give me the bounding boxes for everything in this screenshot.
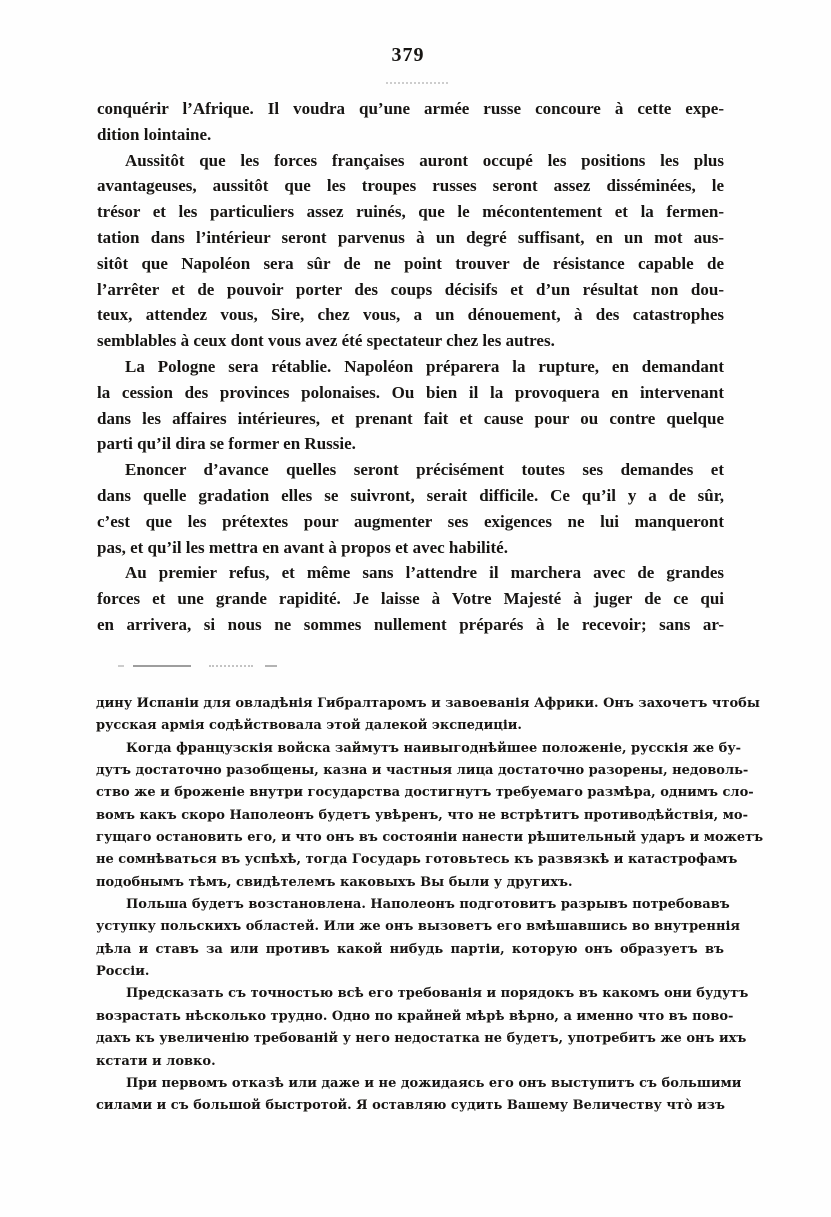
text-line: parti qu’il dira se former en Russie. [97,434,356,454]
text-line: дѣла и ставъ за или противъ какой нибудь партіи, которую онъ образуетъ въ [96,941,724,957]
text-line: tation dans l’intérieur seront parvenus à un degré suffisant, en un mot aus- [97,227,724,247]
text-line: dans quelle gradation elles se suivront, serait difficile. Ce qu’il y a de sûr, [97,485,724,505]
text-line: русская армія содѣйствовала этой далекой экспедиціи. [96,718,522,734]
text-line: teux, attendez vous, Sire, chez vous, a un dénouement, à des catastrophes [97,305,724,325]
text-line: conquérir l’Afrique. Il voudra qu’une armée russe concoure à cette expe- [97,99,724,118]
text-line: ство же и броженіе внутри государства достигнутъ требуемаго размѣра, однимъ сло- [96,785,754,801]
text-line: не сомнѣваться въ успѣхѣ, тогда Государь готовьтесь къ развязкѣ и катастрофамъ [96,852,738,868]
text-line: c’est que les prétextes pour augmenter ses exigences ne lui manqueront [97,511,724,531]
text-line: Au premier refus, et même sans l’attendre il marchera avec de grandes [125,563,724,583]
text-line: дутъ достаточно разобщены, казна и частныя лица достаточно разорены, недоволь- [96,763,749,779]
text-line: кстати и ловко. [96,1053,216,1069]
text-line: en arrivera, si nous ne sommes nullement préparés à le recevoir; sans ar- [97,614,724,634]
text-line: forces et une grande rapidité. Je laisse à Votre Majesté à juger de ce qui [97,589,724,609]
text-line: возрастать нѣсколько трудно. Одно по крайней мѣрѣ вѣрно, а именно что въ пово- [96,1008,734,1024]
page-number: 379 [391,44,425,66]
text-line: силами и съ большой быстротой. Я оставляю судить Вашему Величеству что̀ изъ [96,1098,726,1114]
text-line: trésor et les particuliers assez ruinés, que le mécontentement et la fermen- [97,202,724,222]
text-line: подобнымъ тѣмъ, свидѣтелемъ каковыхъ Вы были у другихъ. [96,874,573,890]
text-line: Предсказать съ точностью всѣ его требованія и порядокъ въ какомъ они будутъ [126,986,749,1002]
text-line: При первомъ отказѣ или даже и не дожидаясь его онъ выступитъ съ большими [126,1075,742,1091]
text-line: Польша будетъ возстановлена. Наполеонъ подготовитъ разрывъ потребовавъ [126,897,730,913]
french-main-text [97,96,724,638]
text-line: semblables à ceux dont vous avez été spectateur chez les autres. [97,331,555,351]
page-number-underline-artifact [386,79,448,84]
text-line: avantageuses, aussitôt que les troupes russes seront assez disséminées, le [97,176,724,196]
text-line: гущаго остановить его, и что онъ въ состояніи нанести рѣшительный ударъ и можетъ [96,830,764,846]
text-line: Aussitôt que les forces françaises auront occupé les positions les plus [125,150,724,170]
text-line: dition lointaine. [97,124,212,144]
footnote-separator-rule [118,665,288,669]
text-line: pas, et qu’il les mettra en avant à propos et avec habilité. [97,537,508,557]
text-line: вомъ какъ скоро Наполеонъ будетъ увѣренъ, что не встрѣтитъ противодѣйствія, мо- [96,807,748,823]
russian-footnote-text [96,693,764,1118]
text-line: Россіи. [96,964,150,980]
text-line: La Pologne sera rétablie. Napoléon préparera la rupture, en demandant [125,356,724,376]
text-line: Когда французскія войска займутъ наивыгоднѣйшее положеніе, русскія же бу- [126,740,742,756]
text-line: la cession des provinces polonaises. Ou bien il la provoquera en intervenant [97,382,724,402]
text-line: дину Испаніи для овладѣнія Гибралтаромъ и завоеванія Африки. Онъ захочетъ чтобы [96,696,760,711]
text-line: Enoncer d’avance quelles seront précisément toutes ses demandes et [125,460,724,480]
text-line: дахъ къ увеличенію требованій у него недостатка не будетъ, употребитъ же онъ ихъ [96,1031,747,1047]
text-line: l’arrêter et de pouvoir porter des coups décisifs et d’un résultat non dou- [97,279,724,299]
text-line: sitôt que Napoléon sera sûr de ne point trouver de résistance capable de [97,253,724,273]
text-line: уступку польскихъ областей. Или же онъ вызоветъ его вмѣшавшись во внутреннія [96,919,741,935]
text-line: dans les affaires intérieures, et prenant fait et cause pour ou contre quelque [97,408,724,428]
